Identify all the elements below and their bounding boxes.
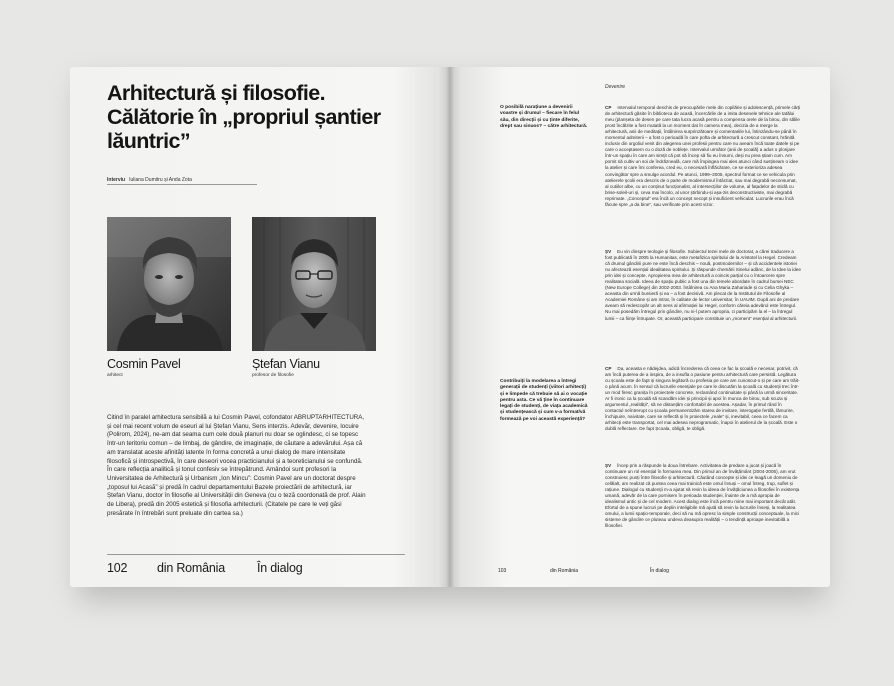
credit-label: Interviu [107, 177, 126, 183]
section-title: Devenire [605, 84, 626, 90]
speaker-tag: CP [605, 105, 612, 110]
page-number-right: 103 [498, 568, 507, 574]
person-role-cosmin: arhitect [107, 373, 123, 378]
credit-divider [107, 184, 257, 185]
person-name-cosmin: Cosmin Pavel [107, 357, 181, 371]
answer-text: Intervalul temporal deschis de preocupările mele din copilărie și adolescență, primele cărți de arhitectură găsite în biblioteca de acasă, încercările de a imita desenele tehnice ale tatălui meu (planșeta de desen pe care tata lucra acasă pentru a compensa orele de la birou, din sălile prost încălzite a fost mutată la un moment dat în camera mea), decizia de a merge la arhitectură, anii de meditații, întâlnirea surprinzătoare și comentariile lui, întinzându-se până în momentul admiterii – a fost o perioadă în care pofta de arhitectură a crescut constant, hrănită inclusiv din orgoliul venit din alegerea unei profesii pentru care nu aveam încă toate datele și pe care o acceptasem cu o doză de noblețe. Intervalul următor (anii de școală) a adus o plonjare într-un spațiu în care am simțit că pot să încep să fiu eu însumi, deși nu prea știam cum. Am pornit să cultiv un soi de îndrăzneală, care mă împingea mai ales atunci când susțineam o idee la atelier și care îmi conferea, cred eu, o necesară înflăcărare, ce se exterioriza adesea convingător spre a smulge acordul. Pe atunci, 1999–2005, spectrul format ce se vehicula prin atelierele școlii era descris de o parte de modernismul întârziat, sau mai degrabă neconsumat, al cutiilor albe, cu un conținut funcționalist, al intersecțiilor de volume, al fațadelor de sticlă cu brise-soleil-uri și, ceva mai încolo, al unor știrbindu-și așa-zis deconstructiviste, mai degrabă reprimate. „Conceptul” era încă un concept necopt și insuficient vehiculat. Lucrurile erau încă făcute spre „a da bine”, sau verificate prin acest vizor. [605, 105, 801, 207]
answer-paragraph [605, 249, 801, 373]
page-number-left: 102 [107, 561, 128, 575]
speaker-tag: CP [605, 366, 612, 371]
portrait-photo-stefan-vianu [252, 217, 376, 351]
answer-text: Da, aceasta e nădejdea, adică încrederea că ceea ce fac la școală e necesar, potrivit, că am încă puterea de a inspira, de a insufla o pasiune pentru arhitectură care persistă. Legătura cu școala este de fapt și singura legătură cu profesia pe care am cunoscut-o și pe care am trăit-o până acum. În sensul că lucrurile esențiale pe care le discutăm la școală cu studenții trec într-un mod firesc granița în proiectele concrete, reclamând continuitate și până la urmă sinceritate. Ar fi ironic ca la școală să scandăm idei și principii și apoi în munca de birou, sub scuza și argumentul „realității”, să ne distanțăm confortabil de acestea. Așadar, în primul rând în contactul neîntrerupt cu școala permanentizăm starea de invitare, interogație fertilă, lămurire, închipuire, naivitate, care se reflectă și în proiectele „reale” și, inevitabil, ceea ce facem ca arhitecți este transportat, cel mai adesea neprogramatic, înapoi în atelierul de la școală. Este o dublă reflectare. De fapt Școala, obligă, te obligă. [605, 366, 800, 432]
person-role-stefan: profesor de filosofie [252, 373, 294, 378]
answer-paragraph [605, 105, 801, 265]
answer-paragraph [605, 463, 801, 559]
footer-rubric-right: În dialog [650, 568, 669, 574]
spine-gutter [446, 67, 454, 587]
footer-rubric-left: În dialog [257, 561, 303, 575]
answer-paragraph [605, 366, 801, 460]
answer-text: Eu vin dinspre teologie și filosofie. Subiectul tezei mele de doctorat, a cărei traducere a fost publicată în 2005 la Humanitas, este metafizica spiritului de la Aristotel la Hegel. Credeam că drumul gândirii pure ne este încă deschis – nouă, postmodernilor – și că accidentele istoriei nu afectează esențial idealitatea spiritului. Și răspunde chemării Sinelui adânc, de la Idee la idee prin idei și concepte. Apropierea mea de arhitectură a coincis parțial cu o întoarcere spre realitatea socială. Ideea de spațiu public a fost una din temele abordate în cadrul bursei NEC (New Europe College) din 2002-2003. Întâlnirea cu Ana Maria Zahariade și cu Celia Ghyka – aceasta din urmă bursieră și ea – a fost decisivă. Am plecat de la Institutul de Filosofie al Academiei Române și am intrat, în calitate de lector universitar, în UAUIM. După ani de predare aveam să redescopăr un alt sens al afirmației lui Hegel, conform căreia adevărul este întregul. Nu mai posedăm întregul prin gândire, nu ni-l putem apropria, ci participăm la el – la întregul lumii – ca ființe întrupate. Or, această participare constituie un „moment” esențial al arhitecturii. [605, 249, 801, 321]
footer-section-left: din România [157, 561, 225, 575]
left-page [70, 67, 450, 587]
magazine-spread [70, 67, 830, 587]
portrait-photo-cosmin-pavel [107, 217, 231, 351]
article-title: Arhitectură și filosofie. Călătorie în „propriul șantier lăuntric” [107, 81, 381, 153]
person-name-stefan: Ștefan Vianu [252, 357, 320, 371]
article-credit [107, 177, 192, 183]
footer-divider-left [107, 554, 405, 555]
answer-text: Încep prin a răspunde la doua întrebare. Activitatea de predare a jucat și joacă în continuare un rol esențial în formarea mea. Din primul an de învățământ (2004-2005), am vrut construiesc punți între filosofie și arhitectură. Căutând concepte și idei ce leagă un domeniu de celălalt, am realizat că puntea ceea mai trainică este omul însuși – omul întreg, trup, suflet și rațiune. Dialogul cu studenții m-a ajutat să revin la ideea de învățăciunea a filosofiei în existența umană, adevăr de la care pornisem în perioada studenției, înainte de a mă apropia de idealismul antic și de cel modern. Acest dialog este încă pentru mine mai important decât atât. Efortul de a spune lucruri pe deplin inteligibile mă ajută să revin la lucrurile înseși, la realitatea omului, a lumii spațio-temporale, deci să nu mă opresc la simple construcții conceptuale, la mici sisteme de gândire ce pluteau undeva deasupra realității – o tendință aproape inevitabilă a filosofiei. [605, 463, 800, 529]
speaker-tag: ȘV [605, 463, 612, 468]
question-block: Contribuiți la modelarea a întregi generații de studenți (viitori arhitecți) și e limpede că trebuie să ai o vocație pentru asta. Ce vă ține în continuare legați de studenți, de viața academică și studențească și cum v-a format/vă formează pe voi această experiență? [500, 379, 588, 422]
right-page [450, 67, 830, 587]
intro-paragraph: Citind în paralel arhitectura sensibilă a lui Cosmin Pavel, cofondator ABRUPTARHITECTURA, și cel mai recent volum de eseuri al lui Ștefan Vianu, Sens interzis. Adevăr, devenire, locuire (Polirom, 2024), ne-am dat seama cum cele două planuri nu doar se oglindesc, ci se topesc într-un teritoriu comun – de limbaj, de gândire, de imaginație, de căutare a adevărului. Așa că am translatat aceste afinități latente în forma concretă a unui dialog de mare intensitate filosofică și introspectivă, în care deseori vocea practicianului și a teoreticianului se confundă. În care reflecția analitică și tonul confesiv se întrepătrund. Amândoi sunt profesori la Universitatea de Arhitectură și Urbanism „Ion Mincu”: Cosmin Pavel are un doctorat despre „toposul lui Acasă” și predă în cadrul departamentului Bazele proiectării de arhitectură, iar Ștefan Vianu, doctor în filosofie al Universității din Geneva (cu o teză coordonată de prof. Alain de Libera), predă din 2005 estetică și filosofia arhitecturii. (Citatele pe care le veți găsi presărate în întrebări sunt preluate din cartea sa.) [107, 414, 366, 517]
footer-section-right: din România [550, 568, 579, 574]
speaker-tag: ȘV [605, 249, 612, 254]
question-block: O posibilă narațiune a devenirii voastre și drumul – fiecare în felul său, din direcții și cu ținte diferite, drept sau sinuos? – către arhitectură. [500, 105, 588, 129]
credit-names: Iuliana Dumitru și Anda Zota [129, 177, 192, 183]
